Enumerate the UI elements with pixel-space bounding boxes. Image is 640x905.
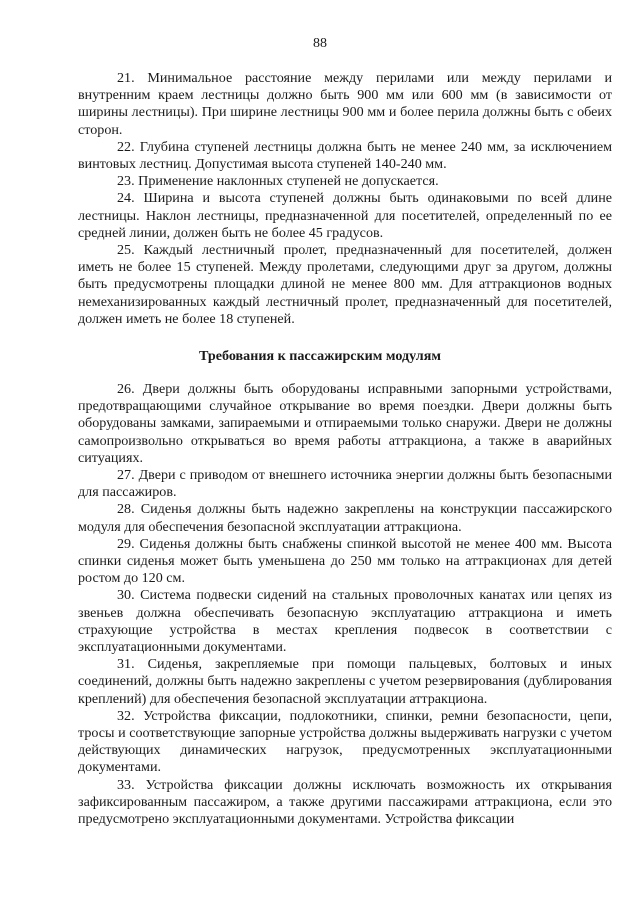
- paragraph-29: 29. Сиденья должны быть снабжены спинкой высотой не менее 400 мм. Высота спинки сиденья может быть уменьшена до 250 мм только на аттракционах для детей ростом до 120 см.: [78, 535, 612, 587]
- paragraph-23: 23. Применение наклонных ступеней не допускается.: [117, 173, 439, 190]
- paragraph-21: 21. Минимальное расстояние между перилами или между перилами и внутренним краем лестницы должно быть 900 мм или 600 мм (в зависимости от ширины лестницы). При ширине лестницы 900 мм и более перила должны быть с обеих сторон.: [78, 70, 612, 138]
- section-stairs: [78, 70, 612, 328]
- paragraph-25: 25. Каждый лестничный пролет, предназначенный для посетителей, должен иметь не более 15 ступеней. Между пролетами, следующими друг за другом, должны быть предусмотрены площадки длиной не менее 800 мм. Для аттракционов водных немеханизированных каждый лестничный пролет, предназначенный для посетителей, должен иметь не более 18 ступеней.: [78, 242, 612, 327]
- paragraph-27: 27. Двери с приводом от внешнего источника энергии должны быть безопасными для пассажиров.: [78, 467, 612, 501]
- paragraph-30: 30. Система подвески сидений на стальных проволочных канатах или цепях из звеньев должна обеспечивать безопасную эксплуатацию аттракциона и иметь страхующие устройства в местах крепления подвесок в соответствии с эксплуатационными документами.: [78, 587, 612, 656]
- paragraph-28: 28. Сиденья должны быть надежно закреплены на конструкции пассажирского модуля для обеспечения безопасной эксплуатации аттракциона.: [78, 501, 612, 535]
- paragraph-26: 26. Двери должны быть оборудованы исправными запорными устройствами, предотвращающими случайное открывание во время поездки. Двери должны быть оборудованы замками, запираемыми и отпираемыми только снаружи. Двери не должны самопроизвольно открываться во время работы аттракциона, а также в аварийных ситуациях.: [78, 381, 612, 466]
- paragraph-33: 33. Устройства фиксации должны исключать возможность их открывания зафиксированным пассажиром, а также другими пассажирами аттракциона, если это предусмотрено эксплуатационными документами. Устройства фиксации: [78, 776, 612, 828]
- section-heading: Требования к пассажирским модулям: [199, 348, 441, 364]
- paragraph-31: 31. Сиденья, закрепляемые при помощи пальцевых, болтовых и иных соединений, должны быть надежно закреплены с учетом резервирования (дублирования креплений) для обеспечения безопасной эксплуатации аттракциона.: [78, 656, 612, 707]
- paragraph-22: 22. Глубина ступеней лестницы должна быть не менее 240 мм, за исключением винтовых лестниц. Допустимая высота ступеней 140-240 мм.: [78, 138, 612, 173]
- paragraph-24: 24. Ширина и высота ступеней должны быть одинаковыми по всей длине лестницы. Наклон лестницы, предназначенной для посетителей, определенный по ее средней линии, должен быть не более 45 градусов.: [78, 190, 612, 241]
- section-passenger-modules: [78, 381, 612, 828]
- page-number: 88: [313, 36, 327, 51]
- paragraph-32: 32. Устройства фиксации, подлокотники, спинки, ремни безопасности, цепи, тросы и соответствующие запорные устройства должны выдерживать нагрузки с учетом действующих динамических нагрузок, предусмотренных эксплуатационными документами.: [78, 707, 612, 776]
